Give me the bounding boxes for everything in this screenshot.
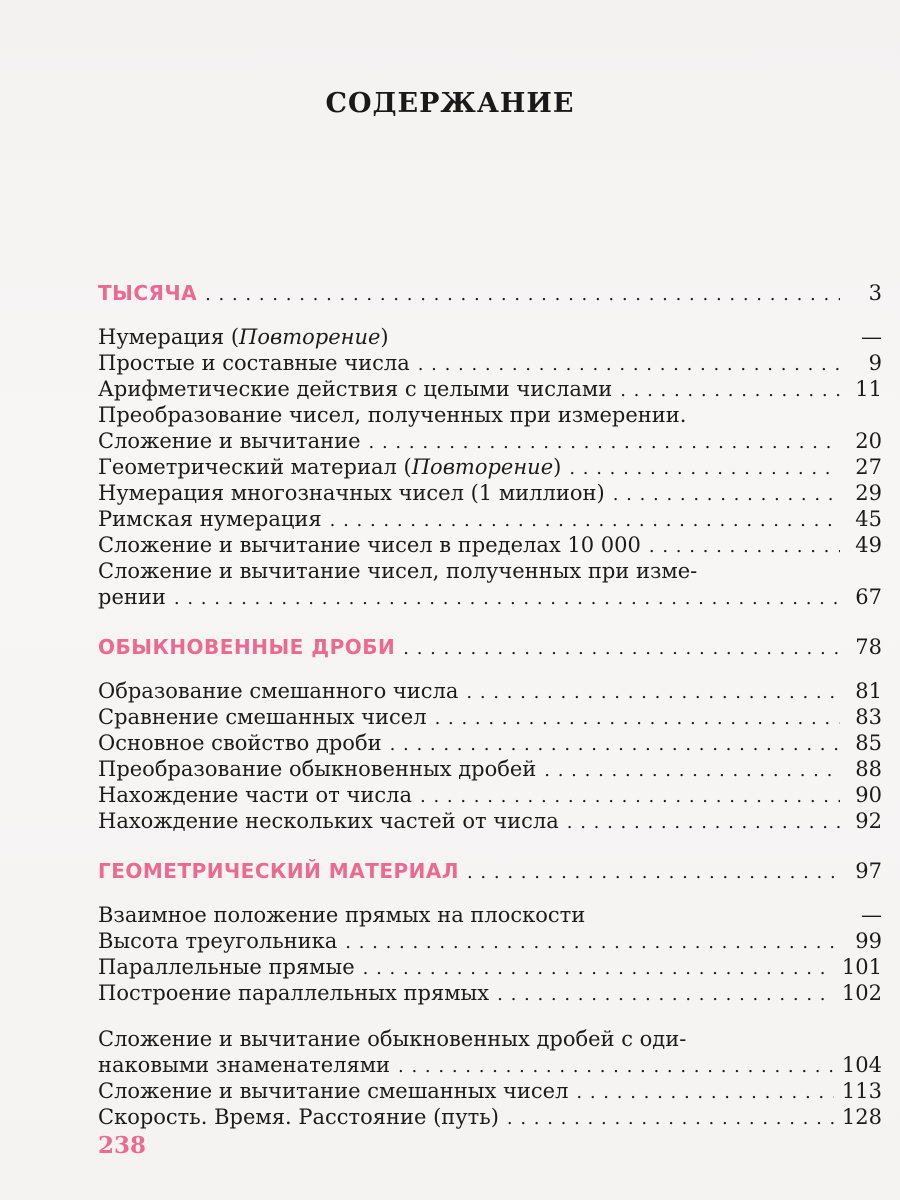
toc-page-number: 90 — [855, 783, 882, 807]
toc-entry-label: Образование смешанного числа — [98, 679, 459, 703]
toc-page-number: 20 — [855, 429, 882, 453]
toc-page-number: 29 — [855, 481, 882, 505]
toc-entry-label: Нумерация (Повторение) — [98, 325, 389, 349]
dot-leader — [466, 680, 840, 706]
toc-entry — [98, 324, 882, 350]
dot-leader — [418, 352, 840, 378]
toc-page-number: 104 — [841, 1053, 882, 1077]
toc-entry-label: Сравнение смешанных чисел — [98, 705, 427, 729]
dot-leader — [576, 1080, 833, 1106]
toc-page-number: 101 — [841, 955, 882, 979]
toc-page-number: 88 — [855, 757, 882, 781]
dot-leader — [390, 732, 840, 758]
toc-page-number: 97 — [855, 859, 882, 883]
toc-entry — [98, 454, 882, 480]
toc-entry-label: Арифметические действия с целыми числами — [98, 377, 613, 401]
toc-entry-label: Скорость. Время. Расстояние (путь) — [98, 1105, 499, 1129]
toc-entry-label: Римская нумерация — [98, 507, 322, 531]
toc-entry-label: рении — [98, 585, 166, 609]
toc-entry-label: Взаимное положение прямых на плоскости — [98, 903, 586, 927]
toc-entry-label: Сложение и вычитание чисел в пределах 10 000 — [98, 533, 641, 557]
toc-entry-label: Нумерация многозначных чисел (1 миллион) — [98, 481, 605, 505]
toc-page-number: 102 — [841, 981, 882, 1005]
toc-page-number: 3 — [868, 281, 882, 305]
dot-leader — [467, 856, 840, 890]
toc-page-number: 81 — [855, 679, 882, 703]
dot-leader — [567, 810, 840, 836]
dot-leader — [174, 586, 840, 612]
toc-page-number: — — [861, 325, 882, 349]
toc-entry-label: Сложение и вычитание смешанных чисел — [98, 1079, 569, 1103]
dot-leader — [403, 632, 840, 666]
toc-entry-label: Преобразование чисел, полученных при измерении. — [98, 403, 687, 427]
toc-page-number: 113 — [841, 1079, 882, 1103]
toc-page-number: 85 — [855, 731, 882, 755]
toc-page-number: — — [861, 903, 882, 927]
toc-entry — [98, 506, 882, 532]
toc-entry-label: Нахождение части от числа — [98, 783, 412, 807]
toc-entry-label: Геометрический материал (Повторение) — [98, 455, 562, 479]
table-of-contents — [98, 276, 882, 1130]
toc-entry — [98, 1078, 882, 1104]
toc-entry-wrapped-line — [98, 558, 882, 584]
toc-entry-label: Параллельные прямые — [98, 955, 355, 979]
toc-page-number: 99 — [855, 929, 882, 953]
dot-leader — [507, 1106, 834, 1132]
dot-leader — [620, 378, 840, 404]
toc-page-number: 67 — [855, 585, 882, 609]
toc-entry — [98, 532, 882, 558]
dot-leader — [363, 956, 834, 982]
toc-entry — [98, 928, 882, 954]
dot-leader — [569, 456, 840, 482]
toc-entry — [98, 678, 882, 704]
dot-leader — [345, 930, 840, 956]
toc-entry — [98, 980, 882, 1006]
toc-entry-label: наковыми знаменателями — [98, 1053, 391, 1077]
toc-entry-label: Нахождение нескольких частей от числа — [98, 809, 559, 833]
toc-entry-label: Сложение и вычитание чисел, полученных при изме- — [98, 559, 698, 583]
toc-entry — [98, 480, 882, 506]
toc-section-title: ГЕОМЕТРИЧЕСКИЙ МАТЕРИАЛ — [98, 859, 459, 883]
dot-leader — [649, 534, 840, 560]
toc-page-number: 11 — [855, 377, 882, 401]
dot-leader — [613, 482, 840, 508]
toc-entry-label: Основное свойство дроби — [98, 731, 382, 755]
dot-leader — [420, 784, 840, 810]
toc-entry — [98, 428, 882, 454]
toc-page-number: 45 — [855, 507, 882, 531]
toc-section-row — [98, 630, 882, 664]
dot-leader — [398, 1054, 834, 1080]
toc-entry-label: Сложение и вычитание — [98, 429, 361, 453]
toc-entry-label: Высота треугольника — [98, 929, 338, 953]
toc-entry-label: Сложение и вычитание обыкновенных дробей с оди- — [98, 1027, 687, 1051]
toc-entry — [98, 1052, 882, 1078]
toc-section-title: ТЫСЯЧА — [98, 281, 198, 305]
toc-section-row — [98, 854, 882, 888]
toc-entry-label: Простые и составные числа — [98, 351, 410, 375]
toc-entry — [98, 756, 882, 782]
toc-page-number: 128 — [841, 1105, 882, 1129]
toc-entry — [98, 954, 882, 980]
toc-page-number: 92 — [855, 809, 882, 833]
page-number: 238 — [98, 1132, 147, 1159]
dot-leader — [544, 758, 840, 784]
toc-section-row — [98, 276, 882, 310]
toc-section-title: ОБЫКНОВЕННЫЕ ДРОБИ — [98, 635, 396, 659]
toc-entry-label: Преобразование обыкновенных дробей — [98, 757, 537, 781]
toc-entry — [98, 808, 882, 834]
toc-entry — [98, 704, 882, 730]
dot-leader — [205, 278, 840, 312]
toc-page-number: 78 — [855, 635, 882, 659]
toc-entry — [98, 376, 882, 402]
toc-page-number: 49 — [855, 533, 882, 557]
toc-entry — [98, 782, 882, 808]
dot-leader — [369, 430, 840, 456]
page-title: СОДЕРЖАНИЕ — [325, 88, 575, 119]
toc-page-number: 27 — [855, 455, 882, 479]
toc-page-number: 83 — [855, 705, 882, 729]
dot-leader — [497, 982, 834, 1008]
dot-leader — [330, 508, 840, 534]
toc-page-number: 9 — [868, 351, 882, 375]
toc-entry — [98, 350, 882, 376]
toc-entry — [98, 902, 882, 928]
toc-entry-label: Построение параллельных прямых — [98, 981, 490, 1005]
toc-entry — [98, 730, 882, 756]
toc-entry — [98, 584, 882, 610]
toc-entry-wrapped-line — [98, 1026, 882, 1052]
dot-leader — [435, 706, 840, 732]
toc-entry-wrapped-line — [98, 402, 882, 428]
toc-entry — [98, 1104, 882, 1130]
